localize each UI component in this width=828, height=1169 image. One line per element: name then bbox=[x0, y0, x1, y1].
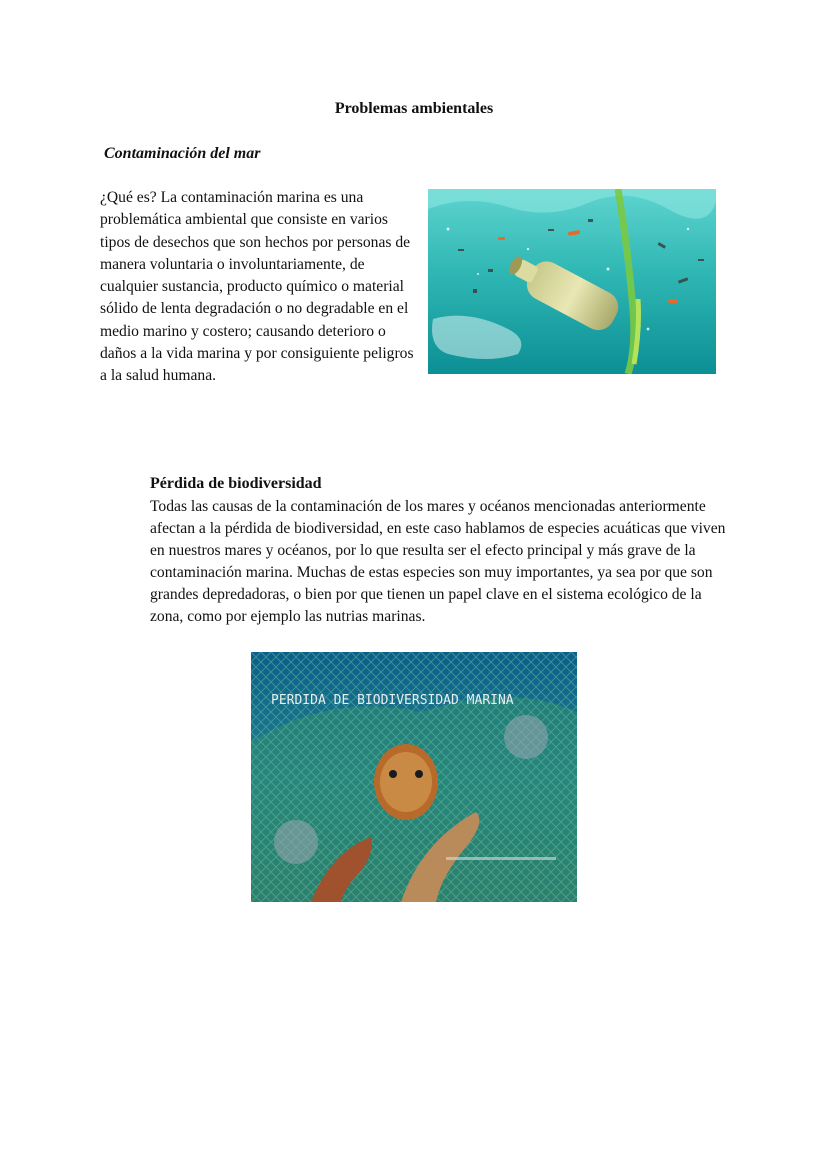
image-caption: PERDIDA DE BIODIVERSIDAD MARINA bbox=[271, 693, 514, 708]
page-title: Problemas ambientales bbox=[334, 100, 494, 117]
underwater-plastic-photo bbox=[428, 189, 716, 374]
turtle-in-net-photo bbox=[251, 652, 577, 902]
section-heading-contaminacion: Contaminación del mar bbox=[104, 145, 261, 162]
section-heading-biodiversidad: Pérdida de biodiversidad bbox=[150, 475, 322, 492]
paragraph-biodiversidad: Todas las causas de la contaminación de los mares y océanos mencionadas anteriormente afectan a la pérdida de biodiversidad, en este caso hablamos de especies acuáticas que viven en nuestros mares y océanos, por lo que resulta ser el efecto principal y más grave de la contaminación marina. Muchas de estas especies son muy importantes, ya sea por que son grandes depredadoras, o bien por que tienen un papel clave en el sistema ecológico de la zona, como por ejemplo las nutrias marinas. bbox=[150, 498, 726, 626]
paragraph-contaminacion: ¿Qué es? La contaminación marina es una problemática ambiental que consiste en varios tipos de desechos que son hechos por personas de manera voluntaria o involuntariamente, de cualquier sustancia, producto químico o material sólido de lenta degradación o no degradable en el medio marino y costero; causando deterioro o daños a la vida marina y por consiguiente peligros a la salud humana. bbox=[100, 189, 414, 385]
